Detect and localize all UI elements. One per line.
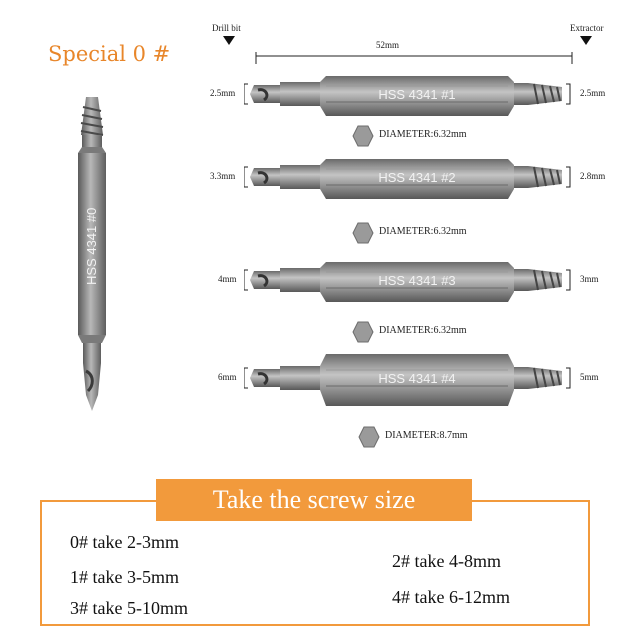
extractor-arrow-icon xyxy=(580,36,592,46)
bit-3-label: HSS 4341 #3 xyxy=(378,273,456,288)
size-line-2: 2# take 4-8mm xyxy=(392,551,501,571)
extractor-label: Extractor xyxy=(570,23,604,33)
bit-2-label: HSS 4341 #2 xyxy=(378,170,456,185)
hexagon-icon xyxy=(352,321,374,343)
bit-2-drill-size: 3.3mm xyxy=(210,171,236,181)
size-line-1: 1# take 3-5mm xyxy=(70,567,179,587)
size-banner-title: Take the screw size xyxy=(156,479,472,521)
bit-4-drill-size: 6mm xyxy=(218,372,237,382)
overall-length: 52mm xyxy=(376,40,400,50)
bit-4-image xyxy=(244,352,584,408)
bit-4-extractor-size: 5mm xyxy=(580,372,599,382)
special-bit-0 xyxy=(70,95,114,415)
bit-1-label: HSS 4341 #1 xyxy=(378,87,456,102)
hexagon-icon xyxy=(352,222,374,244)
size-line-3: 3# take 5-10mm xyxy=(70,598,188,618)
bit-1-extractor-size: 2.5mm xyxy=(580,88,606,98)
bit-2-image xyxy=(244,157,584,201)
bit-4-diameter: DIAMETER:8.7mm xyxy=(385,430,468,441)
size-line-0: 0# take 2-3mm xyxy=(70,532,179,552)
bit-1-diameter: DIAMETER:6.32mm xyxy=(379,129,467,140)
bit-3-diameter: DIAMETER:6.32mm xyxy=(379,325,467,336)
bit-1-image xyxy=(244,74,584,118)
size-line-4: 4# take 6-12mm xyxy=(392,587,510,607)
length-dimension-line xyxy=(255,52,573,66)
bit-3-extractor-size: 3mm xyxy=(580,274,599,284)
bit-2-extractor-size: 2.8mm xyxy=(580,171,606,181)
bit-3-drill-size: 4mm xyxy=(218,274,237,284)
hexagon-icon xyxy=(352,125,374,147)
bit-2-diameter: DIAMETER:6.32mm xyxy=(379,226,467,237)
bit-1-drill-size: 2.5mm xyxy=(210,88,236,98)
hexagon-icon xyxy=(358,426,380,448)
special-label: Special 0 # xyxy=(48,42,171,66)
special-bit-label: HSS 4341 #0 xyxy=(84,207,99,285)
drill-bit-arrow-icon xyxy=(223,36,235,46)
bit-3-image xyxy=(244,260,584,304)
drill-bit-label: Drill bit xyxy=(212,23,241,33)
bit-4-label: HSS 4341 #4 xyxy=(378,371,456,386)
